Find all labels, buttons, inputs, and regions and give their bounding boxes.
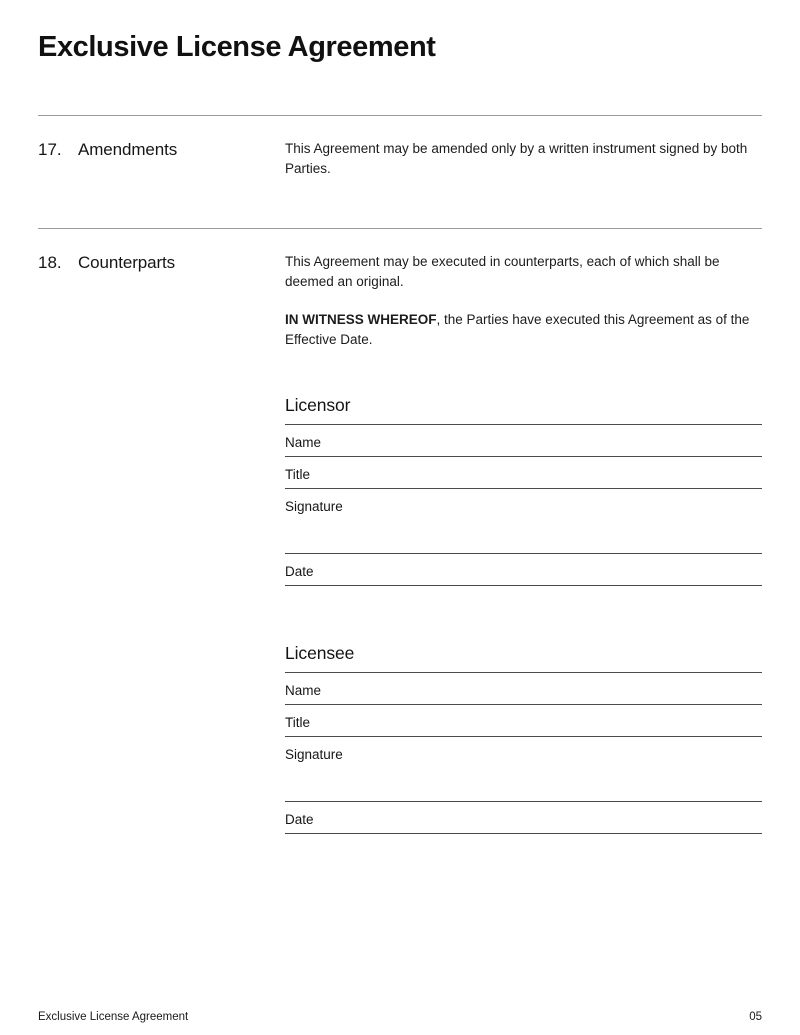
signature-field-signature xyxy=(285,489,762,554)
field-label: Signature xyxy=(285,499,343,514)
section-content xyxy=(285,139,762,179)
section-number: 18. xyxy=(38,253,62,272)
field-label: Date xyxy=(285,812,314,827)
witness-rest-text: , the Parties have executed this Agreement as of the Effective Date. xyxy=(285,312,750,347)
field-label: Title xyxy=(285,715,311,730)
field-label: Date xyxy=(285,564,314,579)
witness-paragraph xyxy=(285,310,762,350)
signature-field-title xyxy=(285,705,762,737)
section-title: Counterparts xyxy=(78,253,176,272)
signature-block-licensee xyxy=(285,642,762,834)
section-content xyxy=(285,252,762,834)
section-number: 17. xyxy=(38,140,62,159)
signature-field-signature xyxy=(285,737,762,802)
section-amendments xyxy=(38,116,762,228)
field-label: Name xyxy=(285,683,322,698)
signature-party-heading: Licensee xyxy=(285,642,762,673)
footer-page-number: 05 xyxy=(749,1011,762,1023)
field-label: Name xyxy=(285,435,322,450)
signature-field-name xyxy=(285,425,762,457)
footer-document-title: Exclusive License Agreement xyxy=(38,1011,189,1023)
field-label: Signature xyxy=(285,747,343,762)
field-label: Title xyxy=(285,467,311,482)
section-heading xyxy=(38,252,285,834)
signature-field-title xyxy=(285,457,762,489)
signature-party-heading: Licensor xyxy=(285,394,762,425)
signature-field-date xyxy=(285,554,762,586)
section-heading xyxy=(38,139,285,179)
signature-field-name xyxy=(285,673,762,705)
signature-field-date xyxy=(285,802,762,834)
section-body: This Agreement may be amended only by a written instrument signed by both Parties. xyxy=(285,141,748,176)
section-title: Amendments xyxy=(78,140,178,159)
section-counterparts xyxy=(38,229,762,834)
page-title: Exclusive License Agreement xyxy=(38,31,436,63)
witness-bold-text: IN WITNESS WHEREOF xyxy=(285,312,437,327)
section-body: This Agreement may be executed in counterparts, each of which shall be deemed an original. xyxy=(285,254,720,289)
signature-block-licensor xyxy=(285,394,762,586)
footer xyxy=(38,1010,762,1024)
